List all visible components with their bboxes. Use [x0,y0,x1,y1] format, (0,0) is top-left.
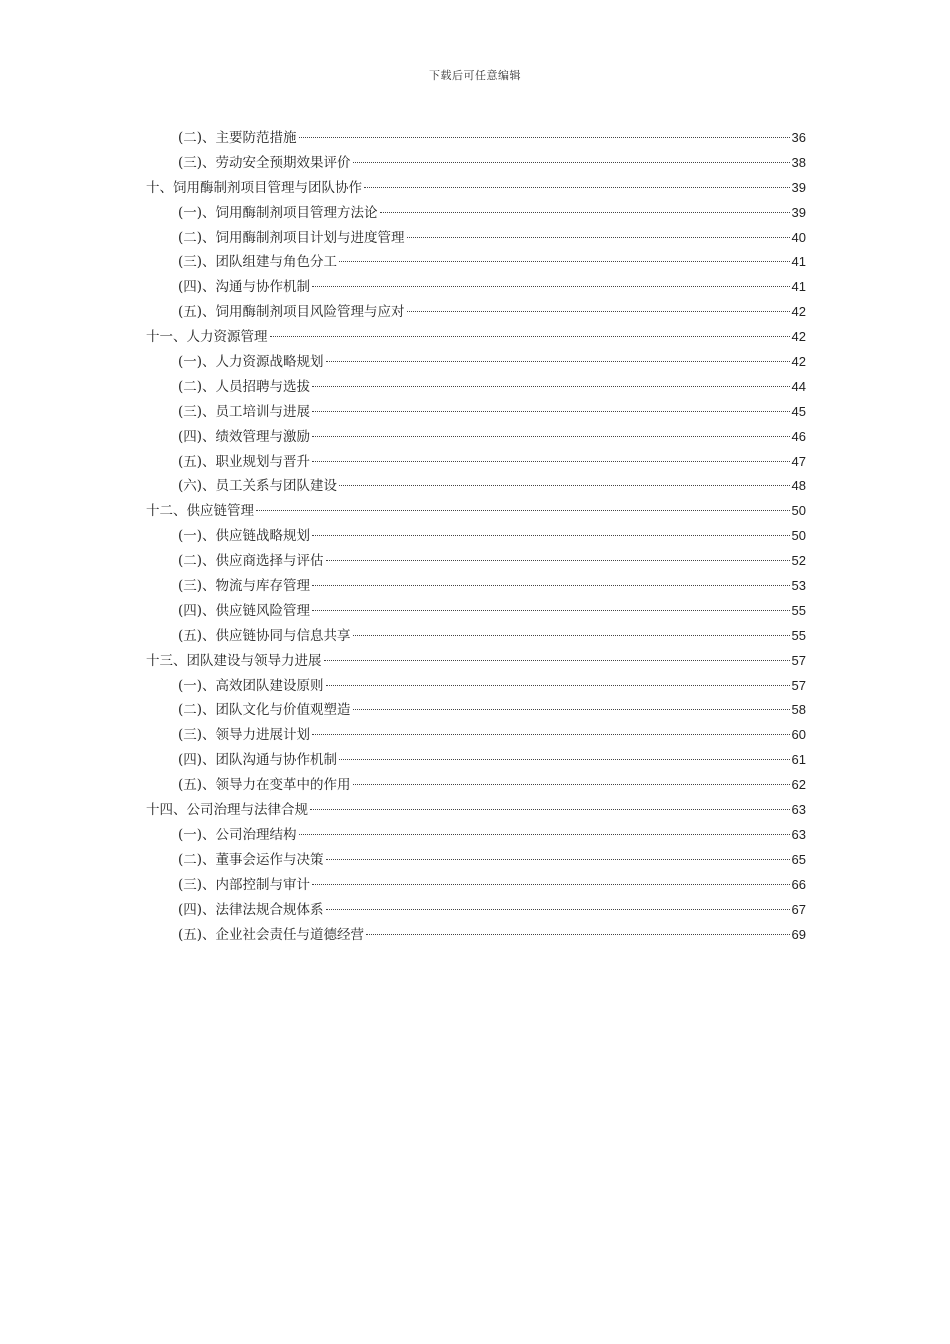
toc-entry-page-number: 44 [791,378,806,394]
toc-entry[interactable] [146,250,806,275]
toc-entry-title: (一)、供应链战略规划 [178,528,311,545]
toc-entry[interactable] [146,201,806,226]
toc-entry-page-number: 63 [791,826,806,842]
toc-entry-title: (三)、内部控制与审计 [178,876,311,893]
toc-entry-page-number: 66 [791,876,806,892]
toc-entry-page-number: 57 [791,677,806,693]
toc-entry-page-number: 55 [791,602,806,618]
toc-entry[interactable] [146,375,806,400]
toc-entry-title: 十、饲用酶制剂项目管理与团队协作 [146,179,362,196]
toc-entry-page-number: 52 [791,553,806,569]
toc-dot-leader [312,461,789,462]
toc-entry-page-number: 48 [791,478,806,494]
toc-dot-leader [339,759,789,760]
toc-entry-title: (三)、领导力进展计划 [178,727,311,744]
toc-entry-title: (二)、主要防范措施 [178,130,297,146]
toc-dot-leader [324,660,790,661]
toc-entry[interactable] [146,574,806,599]
toc-entry-title: 十一、人力资源管理 [146,329,268,346]
toc-dot-leader [312,585,789,586]
toc-entry[interactable] [146,474,806,499]
toc-dot-leader [380,212,790,213]
toc-entry-page-number: 55 [791,627,806,643]
toc-entry-title: 十二、供应链管理 [146,503,254,520]
toc-entry-page-number: 42 [791,329,806,345]
toc-entry[interactable] [146,923,806,948]
toc-entry[interactable] [146,599,806,624]
toc-dot-leader [299,137,790,138]
toc-entry-page-number: 39 [791,179,806,195]
toc-entry-title: (一)、饲用酶制剂项目管理方法论 [178,204,378,221]
toc-entry-title: (四)、供应链风险管理 [178,602,311,619]
toc-entry-title: (四)、绩效管理与激励 [178,428,311,445]
toc-entry[interactable] [146,275,806,300]
toc-dot-leader [364,187,790,188]
toc-entry[interactable] [146,898,806,923]
toc-entry-page-number: 42 [791,354,806,370]
toc-entry[interactable] [146,723,806,748]
toc-dot-leader [326,909,790,910]
toc-dot-leader [353,162,790,163]
toc-entry-title: 十四、公司治理与法律合规 [146,802,308,819]
toc-dot-leader [326,560,790,561]
toc-entry[interactable] [146,798,806,823]
toc-entry-title: (二)、团队文化与价值观塑造 [178,702,351,719]
toc-entry-page-number: 45 [791,403,806,419]
table-of-contents [146,126,806,947]
toc-entry-title: (四)、沟通与协作机制 [178,279,311,296]
toc-entry-page-number: 65 [791,851,806,867]
toc-entry[interactable] [146,450,806,475]
toc-entry-page-number: 42 [791,304,806,320]
toc-dot-leader [407,311,790,312]
toc-entry[interactable] [146,848,806,873]
toc-entry-page-number: 46 [791,428,806,444]
toc-dot-leader [312,286,789,287]
toc-entry-title: (三)、团队组建与角色分工 [178,254,338,271]
toc-entry-page-number: 41 [791,254,806,270]
toc-entry-title: (三)、员工培训与进展 [178,403,311,420]
toc-entry-page-number: 38 [791,154,806,170]
toc-dot-leader [326,361,790,362]
toc-dot-leader [353,635,790,636]
toc-dot-leader [326,859,790,860]
toc-entry-page-number: 61 [791,752,806,768]
toc-entry-title: (二)、董事会运作与决策 [178,851,324,868]
toc-entry[interactable] [146,549,806,574]
toc-entry[interactable] [146,425,806,450]
toc-entry-title: (五)、饲用酶制剂项目风险管理与应对 [178,304,405,321]
toc-entry-title: (四)、法律法规合规体系 [178,901,324,918]
toc-dot-leader [312,610,789,611]
toc-entry-title: (二)、供应商选择与评估 [178,553,324,570]
toc-entry[interactable] [146,773,806,798]
toc-entry-page-number: 63 [791,802,806,818]
toc-entry[interactable] [146,350,806,375]
toc-entry-page-number: 50 [791,528,806,544]
toc-dot-leader [312,734,789,735]
toc-entry[interactable] [146,524,806,549]
toc-dot-leader [312,411,789,412]
toc-entry[interactable] [146,226,806,251]
toc-dot-leader [353,784,790,785]
toc-dot-leader [326,685,790,686]
toc-entry-title: (四)、团队沟通与协作机制 [178,752,338,769]
toc-dot-leader [299,834,790,835]
toc-entry-page-number: 41 [791,279,806,295]
toc-entry-title: (六)、员工关系与团队建设 [178,478,338,495]
toc-entry[interactable] [146,126,806,151]
toc-dot-leader [312,386,789,387]
toc-entry-page-number: 53 [791,578,806,594]
toc-entry-page-number: 36 [791,130,806,145]
header-note: 下载后可任意编辑 [429,69,521,82]
toc-entry-page-number: 62 [791,777,806,793]
toc-entry-title: 十三、团队建设与领导力进展 [146,652,322,669]
toc-dot-leader [270,336,790,337]
toc-dot-leader [312,884,789,885]
toc-dot-leader [366,934,789,935]
toc-entry[interactable] [146,151,806,176]
toc-entry-page-number: 47 [791,453,806,469]
toc-entry-title: (五)、职业规划与晋升 [178,453,311,470]
toc-entry-page-number: 69 [791,926,806,942]
toc-entry-title: (二)、饲用酶制剂项目计划与进度管理 [178,229,405,246]
toc-entry-title: (三)、物流与库存管理 [178,578,311,595]
toc-entry[interactable] [146,873,806,898]
toc-entry-title: (一)、公司治理结构 [178,826,297,843]
toc-entry-title: (一)、人力资源战略规划 [178,354,324,371]
toc-dot-leader [312,535,789,536]
toc-entry[interactable] [146,674,806,699]
toc-entry-title: (二)、人员招聘与选拔 [178,378,311,395]
toc-dot-leader [256,510,790,511]
toc-entry-page-number: 58 [791,702,806,718]
toc-entry[interactable] [146,698,806,723]
toc-dot-leader [407,237,790,238]
toc-entry[interactable] [146,300,806,325]
toc-entry-page-number: 57 [791,652,806,668]
toc-entry[interactable] [146,649,806,674]
toc-entry-page-number: 39 [791,204,806,220]
toc-dot-leader [339,485,789,486]
toc-dot-leader [310,809,790,810]
toc-entry-title: (五)、领导力在变革中的作用 [178,777,351,794]
toc-entry-title: (五)、供应链协同与信息共享 [178,627,351,644]
toc-entry[interactable] [146,325,806,350]
toc-entry-title: (三)、劳动安全预期效果评价 [178,154,351,171]
toc-entry[interactable] [146,748,806,773]
toc-entry-title: (一)、高效团队建设原则 [178,677,324,694]
toc-entry[interactable] [146,499,806,524]
toc-entry-page-number: 60 [791,727,806,743]
toc-entry-title: (五)、企业社会责任与道德经营 [178,926,365,943]
toc-entry[interactable] [146,624,806,649]
toc-entry-page-number: 67 [791,901,806,917]
toc-entry-page-number: 40 [791,229,806,245]
toc-entry[interactable] [146,823,806,848]
toc-entry[interactable] [146,400,806,425]
toc-entry[interactable] [146,176,806,201]
toc-entry-page-number: 50 [791,503,806,519]
toc-dot-leader [312,436,789,437]
toc-dot-leader [339,261,789,262]
toc-dot-leader [353,709,790,710]
